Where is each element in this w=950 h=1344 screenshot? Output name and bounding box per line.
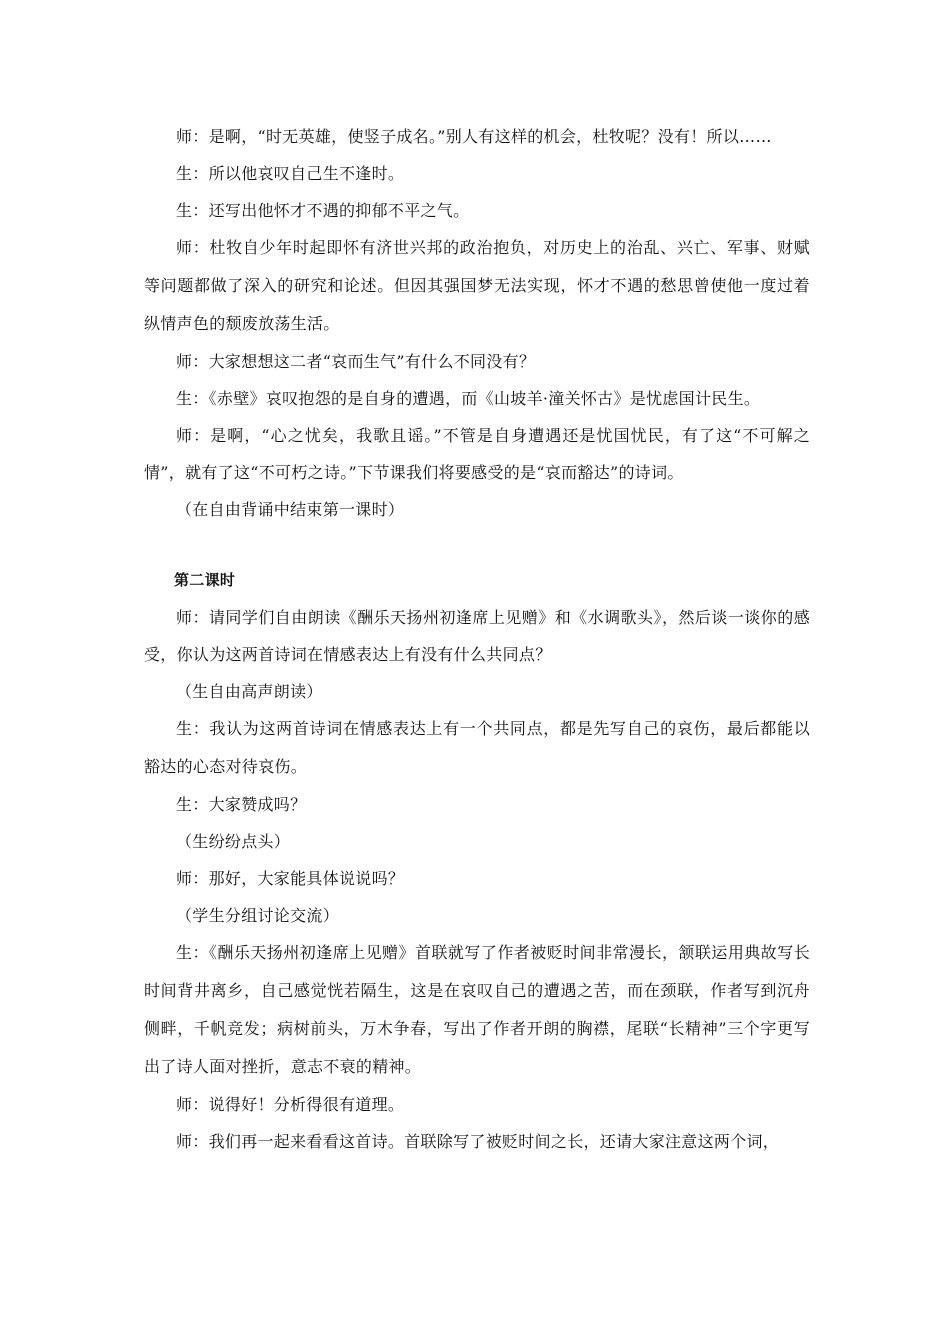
paragraph-teacher-5: 师：请同学们自由朗读《酬乐天扬州初逢席上见赠》和《水调歌头》，然后谈一谈你的感受，你认为这两首诗词在情感表达上有没有什么共同点？: [144, 608, 810, 664]
stage-direction-4: （学生分组讨论交流）: [176, 906, 340, 925]
paragraph-teacher-4: 师：是啊，“心之忧矣，我歌且谣。”不管是自身遭遇还是忧国忧民，有了这“不可解之情”，就有了这“不可朽之诗。”下节课我们将要感受的是“哀而豁达”的诗词。: [144, 426, 810, 482]
paragraph-student-6: 生：《酬乐天扬州初逢席上见赠》首联就写了作者被贬时间非常漫长，颔联运用典故写长时间背井离乡，自己感觉恍若隔生，这是在哀叹自己的遭遇之苦，而在颈联，作者写到沉舟侧畔，千帆竞发；病树前头，万木争春，写出了作者开朗的胸襟，尾联“长精神”三个字更写出了诗人面对挫折，意志不衰的精神。: [144, 943, 810, 1076]
paragraph-teacher-3: 师：大家想想这二者“哀而生气”有什么不同没有？: [176, 352, 536, 371]
document-body: [144, 118, 810, 1160]
paragraph-student-3: 生：《赤壁》哀叹抱怨的是自身的遭遇，而《山坡羊·潼关怀古》是忧虑国计民生。: [176, 389, 761, 408]
section-spacer: [144, 528, 810, 562]
paragraph-student-1: 生：所以他哀叹自己生不逢时。: [176, 164, 405, 183]
stage-direction-1: （在自由背诵中结束第一课时）: [176, 500, 405, 519]
paragraph-student-2: 生：还写出他怀才不遇的抑郁不平之气。: [176, 201, 470, 220]
section-heading: 第二课时: [174, 571, 236, 589]
paragraph-teacher-1: 师：是啊，“时无英雄，使竖子成名。”别人有这样的机会，杜牧呢？没有！所以……: [176, 127, 772, 146]
paragraph-teacher-8: 师：我们再一起来看看这首诗。首联除写了被贬时间之长，还请大家注意这两个词，: [176, 1132, 780, 1151]
stage-direction-2: （生自由高声朗读）: [176, 682, 323, 701]
paragraph-teacher-2: 师：杜牧自少年时起即怀有济世兴邦的政治抱负，对历史上的治乱、兴亡、军事、财赋等问题都做了深入的研究和论述。但因其强国梦无法实现，怀才不遇的愁思曾使他一度过着纵情声色的颓废放荡生活。: [144, 238, 810, 333]
paragraph-student-4: 生：我认为这两首诗词在情感表达上有一个共同点，都是先写自己的哀伤，最后都能以豁达的心态对待哀伤。: [144, 719, 810, 776]
stage-direction-3: （生纷纷点头）: [176, 832, 291, 851]
paragraph-teacher-7: 师：说得好！分析得很有道理。: [176, 1095, 405, 1114]
paragraph-teacher-6: 师：那好，大家能具体说说吗？: [176, 869, 405, 888]
paragraph-student-5: 生：大家赞成吗？: [176, 795, 307, 814]
